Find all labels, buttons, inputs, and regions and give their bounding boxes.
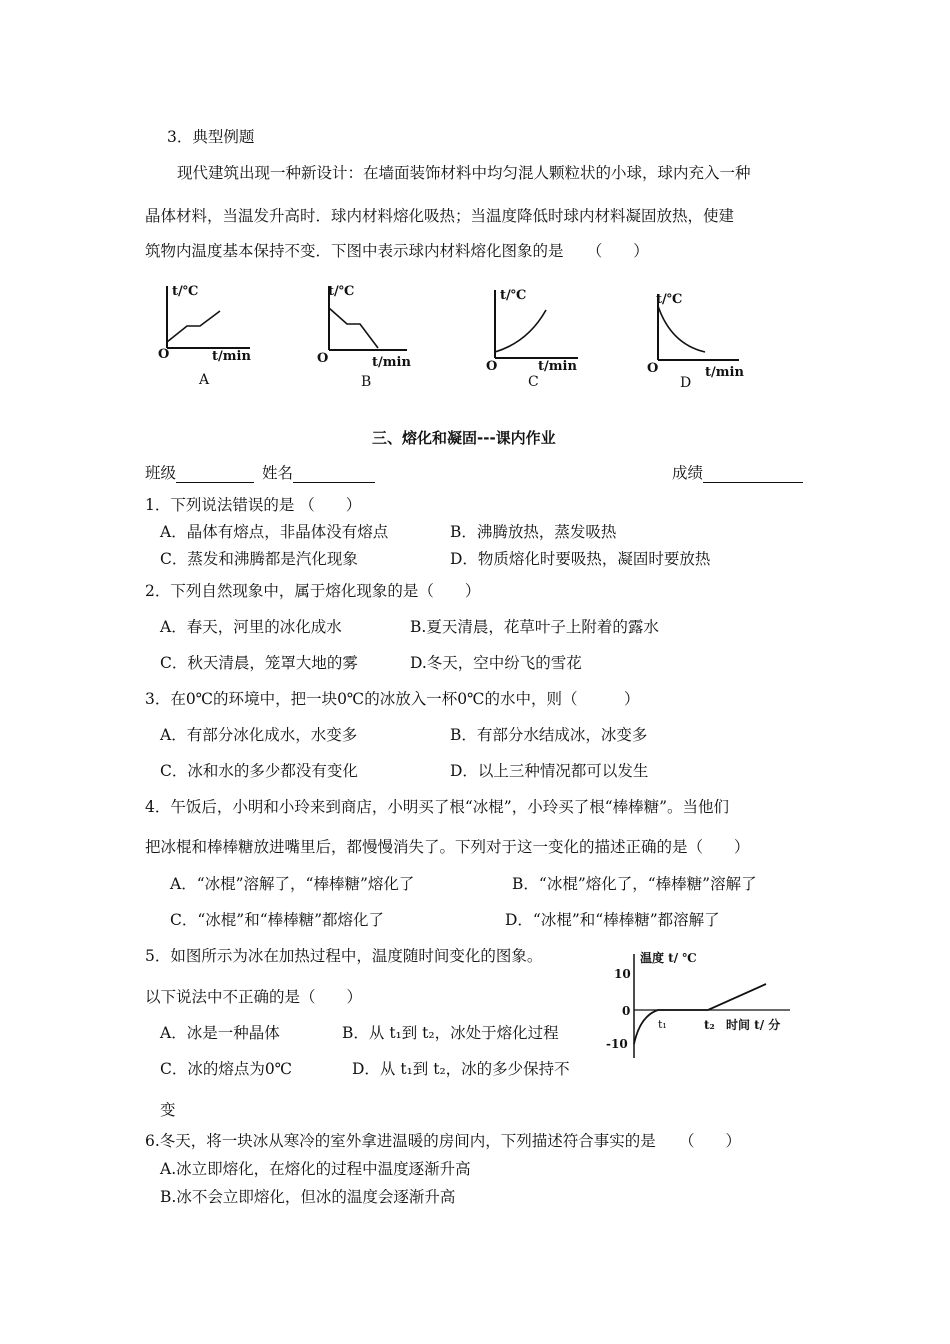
graph-b-ylabel: t/℃	[328, 284, 355, 299]
q5-graph-t2: t₂	[704, 1018, 715, 1032]
graph-b-origin: O	[317, 351, 329, 366]
graph-d-letter: D	[680, 375, 692, 391]
q5-option-d: D．从 t₁到 t₂，冰的多少保持不	[352, 1060, 570, 1078]
q6-option-b: B.冰不会立即熔化，但冰的温度会逐渐升高	[160, 1188, 456, 1206]
graph-c-xlabel: t/min	[538, 359, 577, 374]
q2-option-d: D.冬天，空中纷飞的雪花	[410, 654, 582, 672]
class-label: 班级	[145, 464, 177, 482]
q1-stem: 1．下列说法错误的是 （ ）	[145, 496, 362, 514]
q1-option-c: C．蒸发和沸腾都是汽化现象	[160, 550, 358, 568]
q2-option-a: A．春天，河里的冰化成水	[160, 618, 342, 636]
q6-stem: 6.冬天，将一块冰从寒冷的室外拿进温暖的房间内，下列描述符合事实的是 （ ）	[145, 1132, 742, 1150]
q5-graph-xlabel: 时间 t/ 分	[726, 1018, 781, 1032]
q2-stem: 2．下列自然现象中，属于熔化现象的是（ ）	[145, 582, 481, 600]
q3-option-c: C．冰和水的多少都没有变化	[160, 762, 358, 780]
paragraph-line-3: 筑物内温度基本保持不变．下图中表示球内材料熔化图象的是 （ ）	[145, 242, 649, 260]
q3-option-d: D．以上三种情况都可以发生	[450, 762, 649, 780]
graph-c-origin: O	[486, 359, 498, 374]
graph-c-letter: C	[528, 374, 539, 390]
graph-b	[312, 278, 432, 393]
graph-a-xlabel: t/min	[212, 349, 251, 364]
q5-graph-t1: t₁	[658, 1018, 667, 1031]
graph-d-origin: O	[647, 361, 659, 376]
graph-a	[150, 278, 270, 393]
score-label: 成绩	[672, 464, 704, 482]
paragraph-line-1: 现代建筑出现一种新设计：在墙面装饰材料中均匀混人颗粒状的小球，球内充入一种	[177, 164, 751, 182]
homework-title: 三、熔化和凝固---课内作业	[372, 429, 556, 447]
q5-stem-line-2: 以下说法中不正确的是（ ）	[145, 988, 363, 1006]
section-heading: 3．典型例题	[167, 128, 255, 146]
q4-stem-line-2: 把冰棍和棒棒糖放进嘴里后，都慢慢消失了。下列对于这一变化的描述正确的是（ ）	[145, 838, 750, 856]
q4-option-b: B．“冰棍”熔化了，“棒棒糖”溶解了	[512, 875, 757, 893]
paragraph-line-2: 晶体材料，当温发升高时．球内材料熔化吸热；当温度降低时球内材料凝固放热，使建	[145, 207, 735, 225]
q5-graph-ylabel: 温度 t/ ℃	[640, 951, 697, 965]
q4-option-c: C．“冰棍”和“棒棒糖”都熔化了	[170, 911, 385, 929]
graph-c	[478, 280, 598, 395]
graph-a-ylabel: t/℃	[172, 284, 199, 299]
graph-c-ylabel: t/℃	[500, 288, 527, 303]
q3-option-b: B．有部分水结成冰，冰变多	[450, 726, 648, 744]
q2-option-b: B.夏天清晨，花草叶子上附着的露水	[410, 618, 659, 636]
q5-graph-tick-10: 10	[614, 967, 631, 981]
q5-option-c: C．冰的熔点为0℃	[160, 1060, 293, 1078]
q5-graph-tick-neg10: -10	[606, 1037, 628, 1051]
q5-stem-line-1: 5．如图所示为冰在加热过程中，温度随时间变化的图象。	[145, 947, 543, 965]
q1-option-a: A．晶体有熔点，非晶体没有熔点	[160, 523, 389, 541]
q1-option-b: B．沸腾放热，蒸发吸热	[450, 523, 617, 541]
score-blank[interactable]	[703, 466, 803, 483]
q3-stem: 3．在0℃的环境中，把一块0℃的冰放入一杯0℃的水中，则（ ）	[145, 690, 640, 708]
graph-a-letter: A	[199, 372, 210, 388]
class-field	[145, 463, 254, 483]
q4-option-a: A．“冰棍”溶解了，“棒棒糖”熔化了	[170, 875, 415, 893]
graph-a-origin: O	[158, 347, 170, 362]
graph-d	[643, 286, 763, 391]
graph-b-letter: B	[361, 374, 372, 390]
graph-d-xlabel: t/min	[705, 365, 744, 380]
q2-option-c: C．秋天清晨，笼罩大地的雾	[160, 654, 358, 672]
q5-graph-tick-0: 0	[622, 1004, 631, 1018]
q6-option-a: A.冰立即熔化，在熔化的过程中温度逐渐升高	[160, 1160, 471, 1178]
graph-b-xlabel: t/min	[372, 355, 411, 370]
q5-option-b: B．从 t₁到 t₂，冰处于熔化过程	[342, 1024, 559, 1042]
name-blank[interactable]	[293, 466, 375, 483]
q4-stem-line-1: 4．午饭后，小明和小玲来到商店，小明买了根“冰棍”，小玲买了根“棒棒糖”。当他们	[145, 798, 730, 816]
q5-option-d-continued: 变	[160, 1101, 176, 1119]
q5-option-a: A．冰是一种晶体	[160, 1024, 280, 1042]
q4-option-d: D．“冰棍”和“棒棒糖”都溶解了	[505, 911, 720, 929]
name-label: 姓名	[262, 464, 294, 482]
name-field	[262, 463, 375, 483]
q5-temperature-graph	[600, 948, 800, 1063]
q3-option-a: A．有部分冰化成水，水变多	[160, 726, 358, 744]
q1-option-d: D．物质熔化时要吸热，凝固时要放热	[450, 550, 711, 568]
class-blank[interactable]	[176, 466, 254, 483]
graph-d-ylabel: t/℃	[656, 292, 683, 307]
score-field	[672, 463, 803, 483]
